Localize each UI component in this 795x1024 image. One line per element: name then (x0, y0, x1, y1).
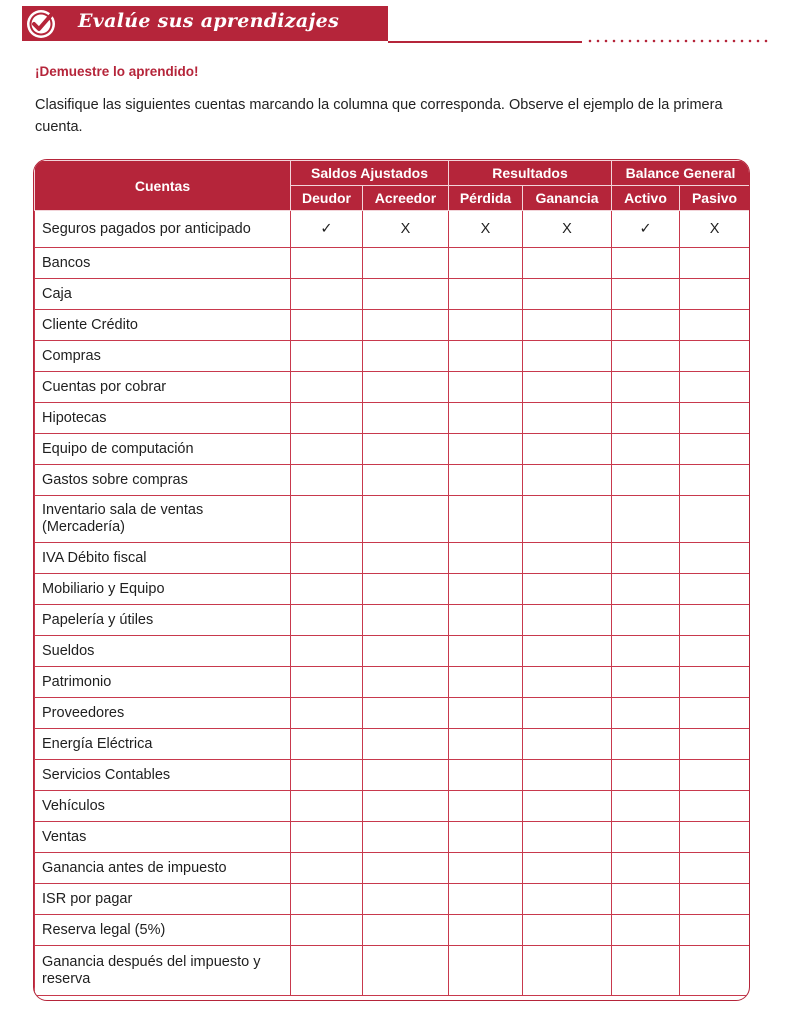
classification-cell[interactable] (291, 574, 363, 605)
table-row (35, 248, 750, 279)
classification-cell[interactable] (291, 279, 363, 310)
classification-cell[interactable] (523, 822, 612, 853)
table-row (35, 372, 750, 403)
classification-cell[interactable] (363, 791, 449, 822)
classification-cell[interactable] (523, 465, 612, 496)
table-row (35, 884, 750, 915)
table-row (35, 403, 750, 434)
classification-cell[interactable] (612, 341, 680, 372)
classification-cell[interactable] (449, 915, 523, 946)
classification-cell[interactable] (523, 636, 612, 667)
classification-cell[interactable] (680, 341, 750, 372)
column-group-header: Saldos Ajustados (291, 161, 449, 186)
classification-cell[interactable] (612, 574, 680, 605)
classification-cell[interactable] (523, 574, 612, 605)
classification-cell[interactable] (523, 667, 612, 698)
classification-cell[interactable] (363, 636, 449, 667)
classification-cell[interactable] (291, 946, 363, 996)
classification-cell[interactable] (680, 760, 750, 791)
classification-cell[interactable] (612, 915, 680, 946)
classification-cell[interactable] (291, 853, 363, 884)
classification-cell[interactable] (612, 543, 680, 574)
account-name-cell: Equipo de computación (35, 434, 291, 465)
classification-cell[interactable] (449, 496, 523, 543)
account-name-cell: Energía Eléctrica (35, 729, 291, 760)
classification-cell[interactable] (612, 248, 680, 279)
account-name-cell: IVA Débito fiscal (35, 543, 291, 574)
column-group-header: Balance General (612, 161, 750, 186)
classification-cell[interactable] (680, 465, 750, 496)
table-row (35, 605, 750, 636)
classification-cell[interactable] (612, 853, 680, 884)
classification-cell[interactable] (680, 543, 750, 574)
classification-cell[interactable] (291, 636, 363, 667)
account-name-cell: Vehículos (35, 791, 291, 822)
classification-cell[interactable] (523, 341, 612, 372)
classification-cell[interactable] (363, 822, 449, 853)
classification-cell[interactable] (291, 372, 363, 403)
table-row (35, 341, 750, 372)
classification-cell[interactable] (523, 310, 612, 341)
classification-cell[interactable] (449, 372, 523, 403)
classification-cell[interactable] (291, 884, 363, 915)
account-name-cell: ISR por pagar (35, 884, 291, 915)
classification-cell[interactable] (363, 915, 449, 946)
classification-cell[interactable] (363, 946, 449, 996)
classification-cell[interactable] (291, 822, 363, 853)
classification-cell[interactable] (523, 915, 612, 946)
classification-cell[interactable] (449, 667, 523, 698)
classification-cell[interactable] (523, 248, 612, 279)
classification-cell[interactable] (523, 279, 612, 310)
classification-cell[interactable] (449, 543, 523, 574)
classification-cell[interactable] (680, 372, 750, 403)
column-header: Pasivo (680, 186, 750, 211)
classification-cell[interactable] (363, 496, 449, 543)
classification-cell[interactable] (612, 698, 680, 729)
section-heading: ¡Demuestre lo aprendido! (35, 64, 199, 79)
classification-cell[interactable] (523, 543, 612, 574)
classification-cell[interactable] (612, 791, 680, 822)
classification-cell[interactable] (449, 729, 523, 760)
classification-cell[interactable] (680, 667, 750, 698)
classification-cell[interactable]: ✓ (612, 211, 680, 248)
table-row (35, 636, 750, 667)
classification-cell[interactable] (612, 310, 680, 341)
classification-cell[interactable] (612, 279, 680, 310)
account-name-cell: Gastos sobre compras (35, 465, 291, 496)
classification-cell[interactable] (363, 434, 449, 465)
account-name-cell: Caja (35, 279, 291, 310)
classification-cell[interactable] (449, 434, 523, 465)
table-row (35, 574, 750, 605)
account-name-cell: Ganancia después del impuesto y reserva (35, 946, 291, 996)
column-header: Pérdida (449, 186, 523, 211)
column-header: Activo (612, 186, 680, 211)
classification-cell[interactable] (523, 605, 612, 636)
classification-cell[interactable] (523, 698, 612, 729)
classification-cell[interactable] (449, 853, 523, 884)
column-header: Deudor (291, 186, 363, 211)
account-name-cell: Reserva legal (5%) (35, 915, 291, 946)
classification-cell[interactable]: ✓ (291, 211, 363, 248)
classification-cell[interactable] (523, 760, 612, 791)
classification-cell[interactable] (291, 605, 363, 636)
account-name-cell: Bancos (35, 248, 291, 279)
table-row (35, 465, 750, 496)
account-name-cell: Servicios Contables (35, 760, 291, 791)
account-name-cell: Ganancia antes de impuesto (35, 853, 291, 884)
classification-cell[interactable] (680, 636, 750, 667)
classification-cell[interactable]: X (449, 211, 523, 248)
classification-cell[interactable] (449, 791, 523, 822)
classification-cell[interactable] (449, 341, 523, 372)
classification-cell[interactable] (680, 822, 750, 853)
classification-cell[interactable] (363, 853, 449, 884)
classification-cell[interactable] (612, 822, 680, 853)
classification-cell[interactable] (363, 372, 449, 403)
classification-cell[interactable] (680, 605, 750, 636)
account-name-cell: Papelería y útiles (35, 605, 291, 636)
classification-cell[interactable] (680, 403, 750, 434)
classification-cell[interactable] (612, 465, 680, 496)
classification-cell[interactable]: X (363, 211, 449, 248)
classification-cell[interactable] (680, 279, 750, 310)
classification-cell[interactable] (291, 760, 363, 791)
table-row (35, 760, 750, 791)
classification-cell[interactable]: X (523, 211, 612, 248)
classification-cell[interactable] (291, 915, 363, 946)
classification-cell[interactable] (363, 605, 449, 636)
column-header-cuentas: Cuentas (35, 161, 291, 211)
classification-cell[interactable] (449, 636, 523, 667)
table-row (35, 946, 750, 996)
classification-cell[interactable] (363, 543, 449, 574)
classification-cell[interactable] (680, 915, 750, 946)
classification-cell[interactable] (449, 403, 523, 434)
classification-cell[interactable] (291, 791, 363, 822)
classification-cell[interactable] (363, 279, 449, 310)
account-name-cell: Hipotecas (35, 403, 291, 434)
classification-cell[interactable] (363, 884, 449, 915)
account-name-cell: Compras (35, 341, 291, 372)
classification-cell[interactable] (291, 465, 363, 496)
classification-cell[interactable] (449, 248, 523, 279)
classification-cell[interactable] (291, 403, 363, 434)
classification-cell[interactable] (449, 884, 523, 915)
table-row (35, 543, 750, 574)
classification-cell[interactable] (523, 884, 612, 915)
classification-cell[interactable] (363, 574, 449, 605)
classification-cell[interactable] (523, 729, 612, 760)
account-name-cell: Cliente Crédito (35, 310, 291, 341)
classification-cell[interactable] (449, 574, 523, 605)
classification-cell[interactable] (680, 434, 750, 465)
classification-cell[interactable] (363, 310, 449, 341)
account-name-cell: Seguros pagados por anticipado (35, 211, 291, 248)
classification-cell[interactable] (291, 496, 363, 543)
table-row (35, 496, 750, 543)
table-row (35, 853, 750, 884)
classification-cell[interactable] (680, 248, 750, 279)
account-name-cell: Ventas (35, 822, 291, 853)
account-name-cell: Cuentas por cobrar (35, 372, 291, 403)
classification-cell[interactable] (612, 946, 680, 996)
classification-cell[interactable] (523, 496, 612, 543)
classification-cell[interactable] (680, 946, 750, 996)
table-row (35, 434, 750, 465)
classification-cell[interactable] (680, 698, 750, 729)
classification-cell[interactable] (612, 884, 680, 915)
classification-cell[interactable] (449, 279, 523, 310)
classification-cell[interactable] (363, 341, 449, 372)
classification-cell[interactable] (680, 729, 750, 760)
section-banner (22, 6, 388, 41)
account-name-cell: Inventario sala de ventas (Mercadería) (35, 496, 291, 543)
classification-cell[interactable] (449, 946, 523, 996)
classification-cell[interactable] (523, 434, 612, 465)
classification-cell[interactable] (363, 760, 449, 791)
classification-cell[interactable] (523, 853, 612, 884)
classification-cell[interactable] (449, 465, 523, 496)
classification-cell[interactable]: X (680, 211, 750, 248)
table-row (35, 822, 750, 853)
classification-cell[interactable] (449, 760, 523, 791)
classification-cell[interactable] (363, 248, 449, 279)
table-row (35, 279, 750, 310)
classification-cell[interactable] (680, 791, 750, 822)
classification-cell[interactable] (680, 310, 750, 341)
table-row (35, 915, 750, 946)
classification-cell[interactable] (680, 496, 750, 543)
classification-cell[interactable] (612, 729, 680, 760)
check-circle-icon (22, 6, 60, 41)
table-row (35, 211, 750, 248)
classification-cell[interactable] (523, 791, 612, 822)
classification-cell[interactable] (449, 310, 523, 341)
classification-cell[interactable] (449, 698, 523, 729)
classification-cell[interactable] (363, 698, 449, 729)
classification-cell[interactable] (291, 434, 363, 465)
column-header: Acreedor (363, 186, 449, 211)
table-row (35, 310, 750, 341)
classification-cell[interactable] (363, 465, 449, 496)
classification-cell[interactable] (612, 667, 680, 698)
classification-cell[interactable] (449, 822, 523, 853)
classification-cell[interactable] (612, 496, 680, 543)
classification-table (34, 160, 750, 996)
classification-cell[interactable] (291, 543, 363, 574)
classification-cell[interactable] (612, 434, 680, 465)
classification-cell[interactable] (291, 310, 363, 341)
classification-cell[interactable] (680, 853, 750, 884)
classification-cell[interactable] (291, 248, 363, 279)
classification-cell[interactable] (680, 574, 750, 605)
classification-cell[interactable] (291, 667, 363, 698)
banner-underline (388, 41, 582, 43)
classification-table-container (33, 159, 750, 1001)
classification-cell[interactable] (291, 729, 363, 760)
table-row (35, 698, 750, 729)
account-name-cell: Patrimonio (35, 667, 291, 698)
classification-cell[interactable] (363, 667, 449, 698)
classification-cell[interactable] (612, 403, 680, 434)
table-row (35, 729, 750, 760)
classification-cell[interactable] (612, 636, 680, 667)
classification-cell[interactable] (612, 372, 680, 403)
column-header: Ganancia (523, 186, 612, 211)
table-row (35, 667, 750, 698)
instructions-text: Clasifique las siguientes cuentas marcando la columna que corresponda. Observe el ejemplo de la primera cuenta. (35, 97, 723, 135)
account-name-cell: Mobiliario y Equipo (35, 574, 291, 605)
classification-cell[interactable] (363, 403, 449, 434)
classification-cell[interactable] (363, 729, 449, 760)
banner-dotted-line (586, 39, 771, 43)
account-name-cell: Sueldos (35, 636, 291, 667)
classification-cell[interactable] (291, 698, 363, 729)
classification-cell[interactable] (523, 372, 612, 403)
column-group-header: Resultados (449, 161, 612, 186)
table-row (35, 791, 750, 822)
banner-title: Evalúe sus aprendizajes (78, 10, 340, 32)
classification-cell[interactable] (291, 341, 363, 372)
classification-cell[interactable] (523, 946, 612, 996)
account-name-cell: Proveedores (35, 698, 291, 729)
classification-cell[interactable] (449, 605, 523, 636)
classification-cell[interactable] (612, 760, 680, 791)
classification-cell[interactable] (612, 605, 680, 636)
classification-cell[interactable] (680, 884, 750, 915)
classification-cell[interactable] (523, 403, 612, 434)
